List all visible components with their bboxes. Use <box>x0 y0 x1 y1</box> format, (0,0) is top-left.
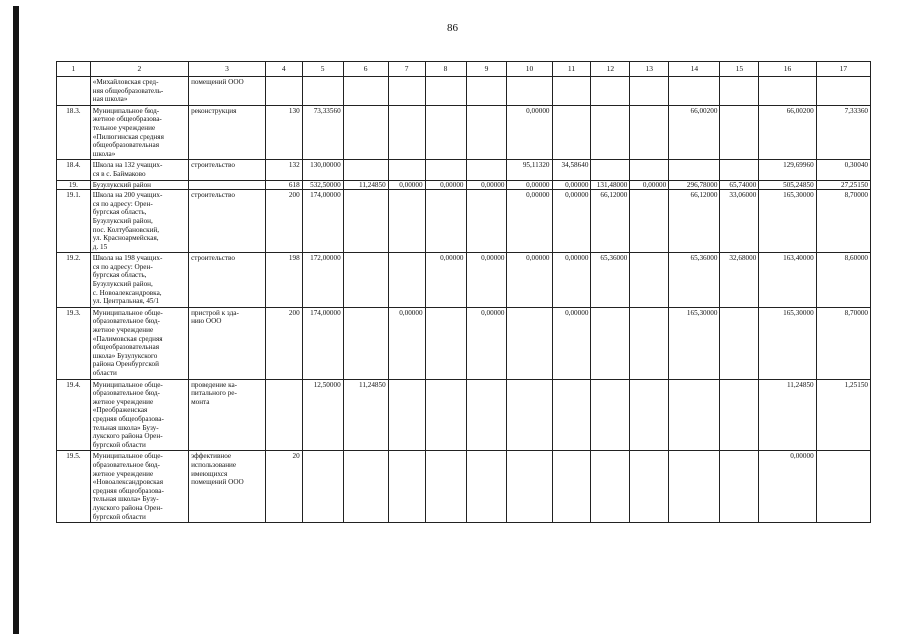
value-cell: 132 <box>265 160 302 180</box>
value-cell <box>552 379 591 451</box>
value-cell <box>630 307 669 379</box>
column-header: 2 <box>90 62 188 77</box>
table-row <box>57 307 871 379</box>
value-cell <box>507 307 552 379</box>
value-cell <box>388 77 425 106</box>
value-cell: 8,60000 <box>816 253 870 308</box>
value-cell: 0,00000 <box>759 451 816 523</box>
value-cell: 532,50000 <box>302 180 343 190</box>
object-name-cell: Бузулукский район <box>90 180 188 190</box>
value-cell <box>388 253 425 308</box>
value-cell <box>507 379 552 451</box>
row-number-cell: 19.5. <box>57 451 91 523</box>
value-cell <box>425 160 466 180</box>
value-cell: 165,30000 <box>669 307 720 379</box>
work-type-cell: пристрой к зда- нию ООО <box>189 307 266 379</box>
value-cell <box>343 77 388 106</box>
value-cell: 0,00000 <box>552 180 591 190</box>
value-cell: 174,00000 <box>302 190 343 253</box>
value-cell <box>466 190 507 253</box>
value-cell: 0,00000 <box>466 180 507 190</box>
row-number-cell: 19.1. <box>57 190 91 253</box>
value-cell: 131,48000 <box>591 180 630 190</box>
left-margin-bar <box>13 6 19 634</box>
object-name-cell: Муниципальное бюд- жетное общеобразова- тельное учреждение «Пилюгинская средняя общеобразовательная школа» <box>90 105 188 160</box>
value-cell <box>343 307 388 379</box>
row-number-cell: 19. <box>57 180 91 190</box>
value-cell: 0,00000 <box>507 253 552 308</box>
value-cell: 0,00000 <box>388 307 425 379</box>
value-cell: 73,33560 <box>302 105 343 160</box>
value-cell: 65,36000 <box>669 253 720 308</box>
value-cell <box>425 307 466 379</box>
value-cell <box>552 77 591 106</box>
value-cell <box>591 379 630 451</box>
object-name-cell: Муниципальное обще- образовательное бюд- жетное учреждение «Палимовская средняя общеобразовательная школа» Бузулукского района Оренбургской области <box>90 307 188 379</box>
value-cell <box>591 77 630 106</box>
value-cell <box>816 77 870 106</box>
row-number-cell: 19.3. <box>57 307 91 379</box>
value-cell: 130 <box>265 105 302 160</box>
column-header: 6 <box>343 62 388 77</box>
value-cell: 8,70000 <box>816 190 870 253</box>
column-header: 15 <box>720 62 759 77</box>
value-cell: 0,00000 <box>466 307 507 379</box>
value-cell: 0,30040 <box>816 160 870 180</box>
row-number-cell: 18.4. <box>57 160 91 180</box>
value-cell: 0,00000 <box>507 190 552 253</box>
value-cell <box>630 190 669 253</box>
value-cell <box>302 451 343 523</box>
table-row <box>57 379 871 451</box>
value-cell: 66,00200 <box>669 105 720 160</box>
value-cell <box>669 379 720 451</box>
column-header: 13 <box>630 62 669 77</box>
value-cell <box>466 77 507 106</box>
column-header: 10 <box>507 62 552 77</box>
value-cell: 66,12000 <box>591 190 630 253</box>
value-cell <box>720 451 759 523</box>
work-type-cell: реконструкция <box>189 105 266 160</box>
value-cell <box>591 307 630 379</box>
value-cell: 65,36000 <box>591 253 630 308</box>
work-type-cell: строительство <box>189 190 266 253</box>
data-table <box>56 61 871 523</box>
value-cell: 0,00000 <box>552 190 591 253</box>
object-name-cell: Школа на 198 учащих- ся по адресу: Орен- бургская область, Бузулукский район, с. Новоалександровка, ул. Центральная, 45/1 <box>90 253 188 308</box>
value-cell: 7,33360 <box>816 105 870 160</box>
value-cell <box>388 190 425 253</box>
value-cell: 11,24850 <box>759 379 816 451</box>
value-cell <box>630 253 669 308</box>
value-cell: 0,00000 <box>552 307 591 379</box>
value-cell: 172,00000 <box>302 253 343 308</box>
value-cell <box>552 451 591 523</box>
value-cell <box>425 190 466 253</box>
value-cell: 0,00000 <box>507 105 552 160</box>
column-header: 4 <box>265 62 302 77</box>
value-cell <box>630 105 669 160</box>
value-cell: 165,30000 <box>759 190 816 253</box>
table-row <box>57 190 871 253</box>
table-header-row <box>57 62 871 77</box>
value-cell: 11,24850 <box>343 180 388 190</box>
value-cell: 618 <box>265 180 302 190</box>
value-cell: 8,70000 <box>816 307 870 379</box>
value-cell: 1,25150 <box>816 379 870 451</box>
value-cell <box>669 77 720 106</box>
value-cell <box>759 77 816 106</box>
value-cell <box>591 105 630 160</box>
value-cell <box>669 160 720 180</box>
table-row <box>57 451 871 523</box>
row-number-cell: 19.2. <box>57 253 91 308</box>
column-header: 12 <box>591 62 630 77</box>
value-cell <box>720 105 759 160</box>
value-cell <box>630 451 669 523</box>
work-type-cell: эффективное использование имеющихся помещений ООО <box>189 451 266 523</box>
value-cell: 130,00000 <box>302 160 343 180</box>
work-type-cell: строительство <box>189 160 266 180</box>
value-cell: 0,00000 <box>552 253 591 308</box>
work-type-cell: помещений ООО <box>189 77 266 106</box>
value-cell: 27,25150 <box>816 180 870 190</box>
object-name-cell: Муниципальное обще- образовательное бюд- жетное учреждение «Новоалександровская средняя общеобразова- тельная школа» Бузу- лукского района Орен- бургской области <box>90 451 188 523</box>
page-number: 86 <box>447 22 458 34</box>
value-cell: 505,24850 <box>759 180 816 190</box>
value-cell <box>552 105 591 160</box>
value-cell: 33,06000 <box>720 190 759 253</box>
value-cell <box>343 190 388 253</box>
value-cell: 95,11320 <box>507 160 552 180</box>
value-cell <box>466 160 507 180</box>
row-number-cell: 19.4. <box>57 379 91 451</box>
row-number-cell <box>57 77 91 106</box>
value-cell <box>720 307 759 379</box>
value-cell: 200 <box>265 190 302 253</box>
value-cell <box>720 160 759 180</box>
value-cell <box>466 379 507 451</box>
table-row <box>57 253 871 308</box>
value-cell <box>425 77 466 106</box>
value-cell: 65,74000 <box>720 180 759 190</box>
value-cell <box>425 105 466 160</box>
value-cell: 0,00000 <box>507 180 552 190</box>
work-type-cell: строительство <box>189 253 266 308</box>
value-cell <box>669 451 720 523</box>
value-cell <box>425 379 466 451</box>
value-cell <box>816 451 870 523</box>
value-cell: 34,58640 <box>552 160 591 180</box>
table-row <box>57 180 871 190</box>
value-cell: 66,12000 <box>669 190 720 253</box>
column-header: 8 <box>425 62 466 77</box>
value-cell <box>507 77 552 106</box>
value-cell: 11,24850 <box>343 379 388 451</box>
value-cell: 20 <box>265 451 302 523</box>
value-cell <box>388 105 425 160</box>
value-cell <box>591 451 630 523</box>
value-cell: 198 <box>265 253 302 308</box>
value-cell: 174,00000 <box>302 307 343 379</box>
object-name-cell: Школа на 132 учащих- ся в с. Баймаково <box>90 160 188 180</box>
value-cell <box>388 379 425 451</box>
value-cell <box>630 160 669 180</box>
table-row <box>57 77 871 106</box>
work-type-cell <box>189 180 266 190</box>
value-cell: 0,00000 <box>425 180 466 190</box>
value-cell <box>630 77 669 106</box>
value-cell: 129,69960 <box>759 160 816 180</box>
value-cell: 200 <box>265 307 302 379</box>
column-header: 3 <box>189 62 266 77</box>
table-row <box>57 105 871 160</box>
value-cell <box>343 253 388 308</box>
column-header: 17 <box>816 62 870 77</box>
value-cell <box>343 160 388 180</box>
value-cell: 32,68000 <box>720 253 759 308</box>
value-cell: 296,78000 <box>669 180 720 190</box>
value-cell <box>265 379 302 451</box>
value-cell <box>302 77 343 106</box>
value-cell <box>466 451 507 523</box>
column-header: 5 <box>302 62 343 77</box>
work-type-cell: проведение ка- питального ре- монта <box>189 379 266 451</box>
value-cell <box>630 379 669 451</box>
table-row <box>57 160 871 180</box>
value-cell: 0,00000 <box>630 180 669 190</box>
value-cell <box>343 451 388 523</box>
object-name-cell: Школа на 200 учащих- ся по адресу: Орен- бургская область, Бузулукский район, пос. Колтубановский, ул. Красноармейская, д. 15 <box>90 190 188 253</box>
column-header: 7 <box>388 62 425 77</box>
value-cell <box>343 105 388 160</box>
row-number-cell: 18.3. <box>57 105 91 160</box>
value-cell <box>591 160 630 180</box>
column-header: 14 <box>669 62 720 77</box>
value-cell <box>388 160 425 180</box>
value-cell: 163,40000 <box>759 253 816 308</box>
value-cell: 0,00000 <box>466 253 507 308</box>
column-header: 11 <box>552 62 591 77</box>
value-cell <box>507 451 552 523</box>
value-cell <box>265 77 302 106</box>
value-cell <box>425 451 466 523</box>
value-cell: 165,30000 <box>759 307 816 379</box>
value-cell <box>720 77 759 106</box>
column-header: 1 <box>57 62 91 77</box>
value-cell: 0,00000 <box>425 253 466 308</box>
object-name-cell: «Михайловская сред- няя общеобразователь- ная школа» <box>90 77 188 106</box>
value-cell: 12,50000 <box>302 379 343 451</box>
value-cell: 66,00200 <box>759 105 816 160</box>
object-name-cell: Муниципальное обще- образовательное бюд- жетное учреждение «Преображенская средняя общеобразова- тельная школа» Бузу- лукского района Орен- бургской области <box>90 379 188 451</box>
column-header: 9 <box>466 62 507 77</box>
column-header: 16 <box>759 62 816 77</box>
value-cell: 0,00000 <box>388 180 425 190</box>
value-cell <box>466 105 507 160</box>
value-cell <box>388 451 425 523</box>
value-cell <box>720 379 759 451</box>
